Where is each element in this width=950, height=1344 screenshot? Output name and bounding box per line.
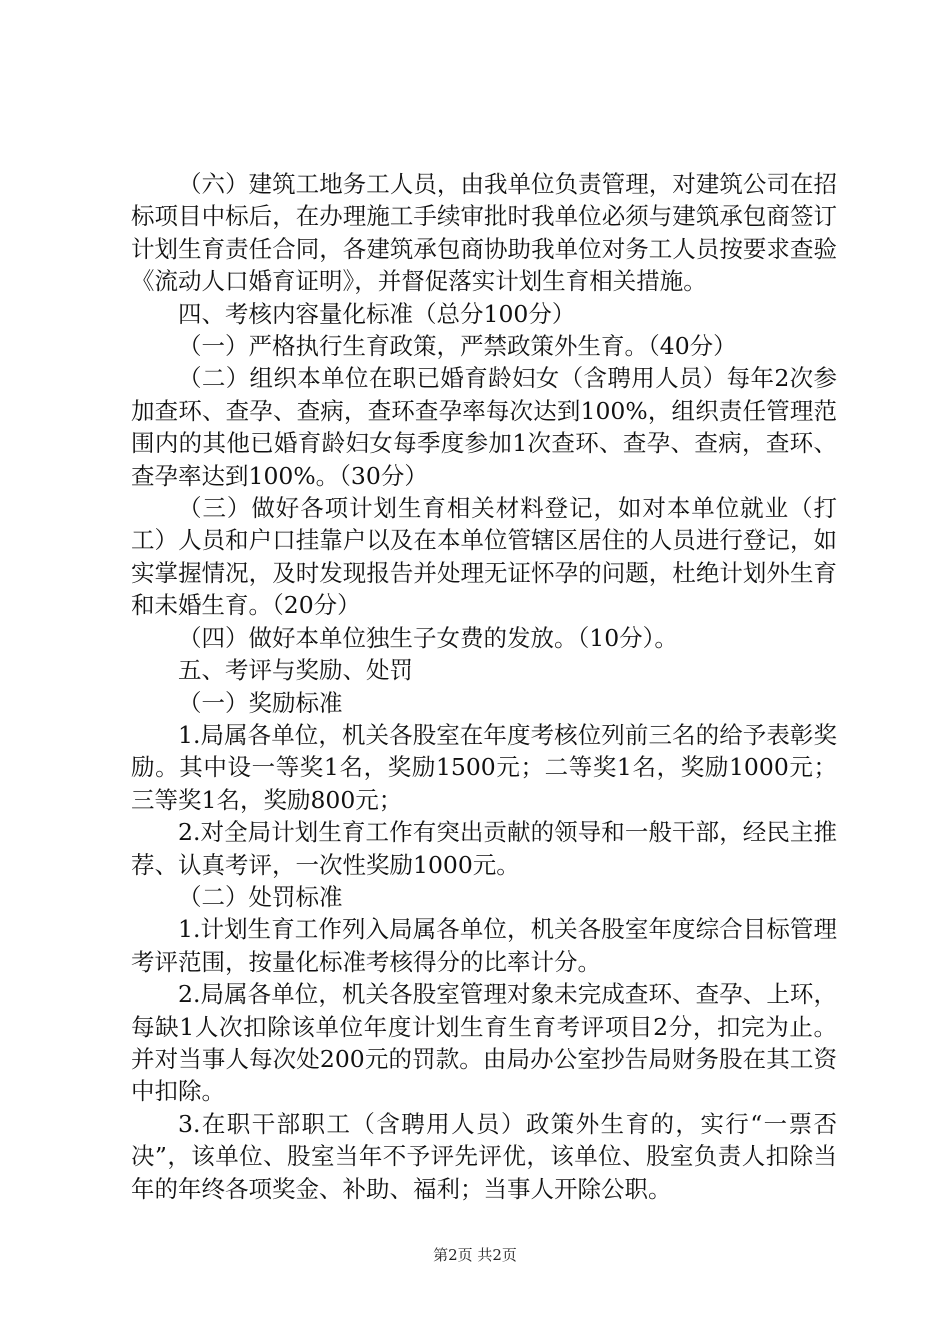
paragraph-reward-1: 1.局属各单位，机关各股室在年度考核位列前三名的给予表彰奖励。其中设一等奖1名，奖励1500元；二等奖1名，奖励1000元；三等奖1名，奖励800元； [131, 720, 837, 814]
paragraph-penalty-2: 2.局属各单位，机关各股室管理对象未完成查环、查孕、上环，每缺1人次扣除该单位年度计划生育生育考评项目2分，扣完为止。并对当事人每次处200元的罚款。由局办公室抄告局财务股在其工资中扣除。 [131, 980, 837, 1106]
paragraph-item-6-construction-workers: （六）建筑工地务工人员，由我单位负责管理，对建筑公司在招标项目中标后，在办理施工手续审批时我单位必须与建筑承包商签订计划生育责任合同，各建筑承包商协助我单位对务工人员按要求查验《流动人口婚育证明》，并督促落实计划生育相关措施。 [131, 170, 837, 296]
paragraph-assessment-3: （三）做好各项计划生育相关材料登记，如对本单位就业（打工）人员和户口挂靠户以及在本单位管辖区居住的人员进行登记，如实掌握情况，及时发现报告并处理无证怀孕的问题，杜绝计划外生育和未婚生育。（20分） [131, 494, 837, 620]
subheading-penalty-standards: （二）处罚标准 [178, 882, 343, 911]
page-number-footer: 第2页 共2页 [433, 1246, 517, 1264]
section-heading-4-assessment-standards: 四、考核内容量化标准（总分100分） [178, 299, 576, 328]
section-heading-5-evaluation-rewards: 五、考评与奖励、处罚 [178, 656, 413, 685]
paragraph-assessment-4: （四）做好本单位独生子女费的发放。（10分）。 [178, 623, 678, 652]
paragraph-penalty-1: 1.计划生育工作列入局属各单位，机关各股室年度综合目标管理考评范围，按量化标准考核得分的比率计分。 [131, 915, 837, 976]
paragraph-assessment-1: （一）严格执行生育政策，严禁政策外生育。（40分） [178, 332, 737, 361]
paragraph-reward-2: 2.对全局计划生育工作有突出贡献的领导和一般干部，经民主推荐、认真考评，一次性奖励1000元。 [131, 818, 837, 879]
subheading-reward-standards: （一）奖励标准 [178, 688, 343, 717]
paragraph-assessment-2: （二）组织本单位在职已婚育龄妇女（含聘用人员）每年2次参加查环、查孕、查病，查环查孕率每次达到100%，组织责任管理范围内的其他已婚育龄妇女每季度参加1次查环、查孕、查病，查环、查孕率达到100%。（30分） [131, 364, 837, 490]
document-body [131, 168, 837, 1205]
paragraph-penalty-3: 3.在职干部职工（含聘用人员）政策外生育的，实行“一票否决”，该单位、股室当年不予评先评优，该单位、股室负责人扣除当年的年终各项奖金、补助、福利；当事人开除公职。 [131, 1109, 837, 1203]
